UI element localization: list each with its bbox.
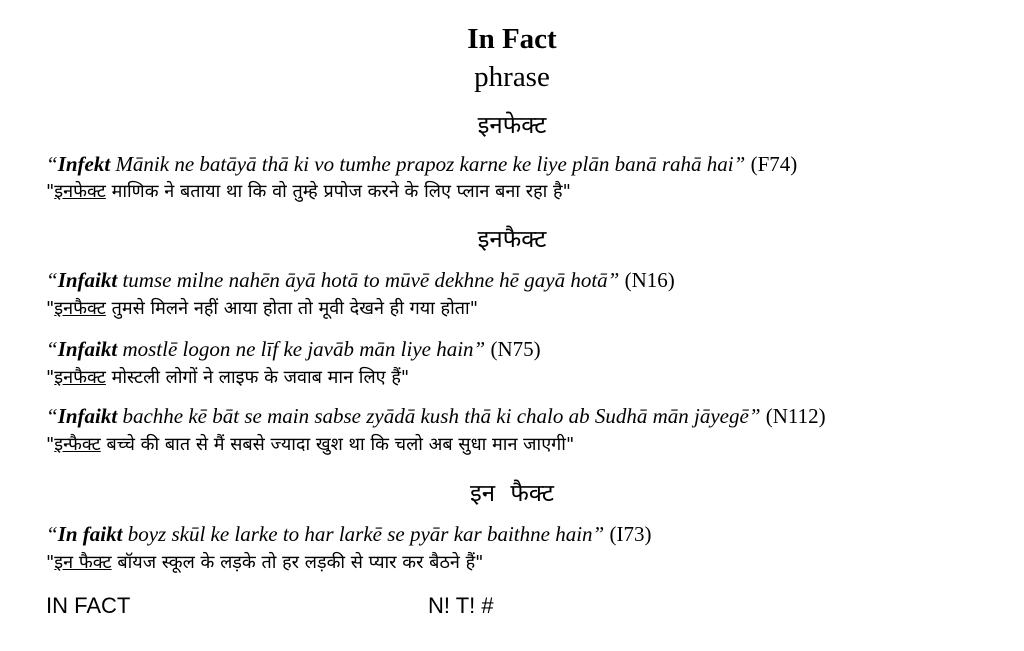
example-text: boyz skūl ke larke to har larkē se pyār kar baithne hain [122, 522, 593, 546]
example-text: tumse milne nahēn āyā hotā to mūvē dekhne hē gayā hotā [117, 268, 608, 292]
deva-text: बच्चे की बात से मैं सबसे ज्यादा खुश था कि चलो अब सुधा मान जाएगी" [100, 434, 575, 455]
deva-keyword: इनफेक्ट [54, 181, 106, 202]
deva-open-quote: " [46, 552, 55, 573]
example-transliteration [46, 151, 797, 177]
example-reference: (F74) [745, 152, 798, 176]
example-devanagari [46, 180, 571, 204]
open-quote: “ [46, 337, 58, 361]
example-keyword: In faikt [57, 522, 123, 546]
footer-code: N! T! # [428, 593, 494, 618]
example-transliteration [46, 403, 826, 429]
footer-label: IN FACT [46, 593, 131, 618]
example-text: mostlē logon ne līf ke javāb mān liye hain [117, 337, 474, 361]
close-quote: ” [733, 152, 746, 176]
example-devanagari [46, 433, 574, 457]
example-keyword: Infaikt [57, 337, 118, 361]
open-quote: “ [46, 404, 58, 428]
close-quote: ” [592, 522, 605, 546]
example-transliteration [46, 336, 541, 362]
deva-open-quote: " [46, 434, 55, 455]
open-quote: “ [46, 522, 58, 546]
deva-text: बॉयज स्कूल के लड़के तो हर लड़की से प्यार कर बैठने हैं" [111, 552, 484, 573]
example-transliteration [46, 521, 651, 547]
deva-open-quote: " [46, 181, 55, 202]
deva-keyword: इनफैक्ट [54, 367, 106, 388]
open-quote: “ [46, 268, 58, 292]
variant-heading-1: इनफेक्ट [477, 111, 547, 139]
part-of-speech: phrase [474, 61, 550, 93]
variant-heading-3: इन फैक्ट [469, 479, 555, 507]
close-quote: ” [748, 404, 761, 428]
deva-text: तुमसे मिलने नहीं आया होता तो मूवी देखने ही गया होता" [105, 298, 478, 319]
example-reference: (I73) [604, 522, 652, 546]
open-quote: “ [46, 152, 58, 176]
deva-open-quote: " [46, 298, 55, 319]
example-reference: (N16) [619, 268, 675, 292]
close-quote: ” [607, 268, 620, 292]
entry-title: In Fact [467, 23, 557, 55]
deva-text: मोस्टली लोगों ने लाइफ के जवाब मान लिए हैं" [105, 367, 410, 388]
deva-text: माणिक ने बताया था कि वो तुम्हे प्रपोज करने के लिए प्लान बना रहा है" [105, 181, 571, 202]
example-devanagari [46, 551, 483, 575]
example-text: bachhe kē bāt se main sabse zyādā kush thā ki chalo ab Sudhā mān jāyegē [117, 404, 749, 428]
example-text: Mānik ne batāyā thā ki vo tumhe prapoz karne ke liye plān banā rahā hai [110, 152, 734, 176]
example-reference: (N75) [485, 337, 541, 361]
deva-open-quote: " [46, 367, 55, 388]
example-keyword: Infaikt [57, 268, 118, 292]
example-keyword: Infaikt [57, 404, 118, 428]
deva-keyword: इन फैक्ट [54, 552, 112, 573]
deva-keyword: इन्फैक्ट [54, 434, 101, 455]
deva-keyword: इनफैक्ट [54, 298, 106, 319]
example-keyword: Infekt [57, 152, 111, 176]
example-devanagari [46, 366, 409, 390]
example-reference: (N112) [760, 404, 826, 428]
example-transliteration [46, 267, 675, 293]
example-devanagari [46, 297, 478, 321]
close-quote: ” [473, 337, 486, 361]
variant-heading-2: इनफैक्ट [477, 225, 547, 253]
